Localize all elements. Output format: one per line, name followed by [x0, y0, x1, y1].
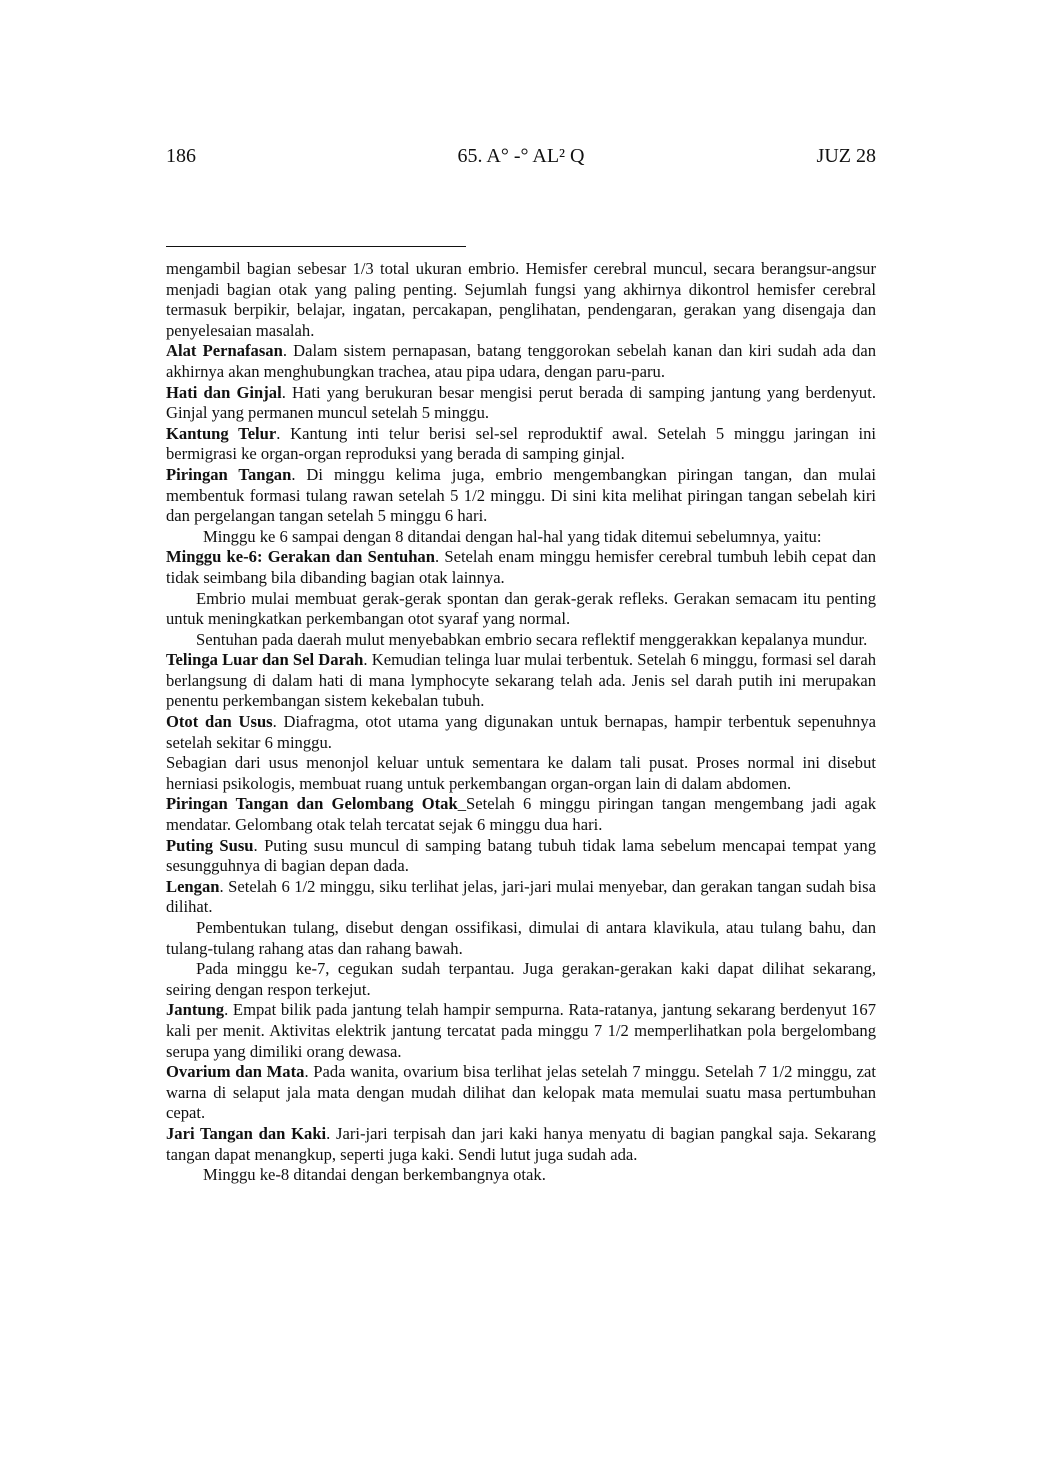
paragraph [166, 383, 876, 424]
paragraph [166, 465, 876, 527]
paragraph-text: . Dalam sistem pernapasan, batang tenggorokan sebelah kanan dan kiri sudah ada dan akhirnya akan menghubungkan trachea, atau pipa udara, dengan paru-paru. [166, 341, 876, 381]
paragraph-heading: Jari Tangan dan Kaki [166, 1123, 327, 1143]
paragraph-text: . Setelah enam minggu hemisfer cerebral tumbuh lebih cepat dan tidak seimbang bila dibanding bagian otak lainnya. [166, 547, 876, 587]
paragraph-text: . Kemudian telinga luar mulai terbentuk. Setelah 6 minggu, formasi sel darah berlangsung di dalam hati di mana lymphocyte sekarang telah ada. Jenis sel darah putih ini merupakan penentu perkembangan sistem kekebalan tubuh. [166, 650, 876, 711]
paragraph-heading: Otot dan Usus [166, 712, 273, 732]
paragraph [166, 918, 876, 959]
paragraph-heading: Jantung [166, 1000, 225, 1020]
paragraph-heading: Lengan [166, 876, 220, 896]
footnote-rule [166, 246, 466, 247]
paragraph [166, 1165, 876, 1186]
paragraph-text: Sentuhan pada daerah mulut menyebabkan embrio secara reflektif menggerakkan kepalanya mundur. [196, 629, 868, 649]
paragraph [166, 1124, 876, 1165]
paragraph-text: . Jari-jari terpisah dan jari kaki hanya menyatu di bagian pangkal saja. Sekarang tangan dapat menangkup, seperti juga kaki. Sendi lutut juga sudah ada. [166, 1123, 877, 1164]
paragraph-heading: Kantung Telur [166, 423, 277, 443]
paragraph [166, 794, 876, 835]
paragraph [166, 589, 876, 630]
paragraph-text: Embrio mulai membuat gerak-gerak spontan dan gerak-gerak refleks. Gerakan semacam itu penting untuk meningkatkan perkembangan otot syaraf yang normal. [166, 588, 876, 629]
paragraph [166, 959, 876, 1000]
paragraph [166, 1000, 876, 1062]
paragraph-text: Minggu ke 6 sampai dengan 8 ditandai dengan hal-hal yang tidak ditemui sebelumnya, yaitu: [203, 526, 822, 546]
paragraph [166, 424, 876, 465]
paragraph-text: . Diafragma, otot utama yang digunakan untuk bernapas, hampir terbentuk sepenuhnya setelah sekitar 6 minggu. [166, 712, 876, 752]
page-header [166, 145, 876, 173]
paragraph [166, 753, 876, 794]
paragraph [166, 341, 876, 382]
paragraph-text: . Di minggu kelima juga, embrio mengembangkan piringan tangan, dan mulai membentuk formasi tulang rawan setelah 5 1/2 minggu. Di sini kita melihat piringan tangan sebelah kiri dan pergelangan tangan setelah 5 minggu 6 hari. [166, 464, 876, 526]
paragraph-text: . Pada wanita, ovarium bisa terlihat jelas setelah 7 minggu. Setelah 7 1/2 minggu, zat warna di selaput jala mata dengan mudah dilihat dan kelopak mata memulai suatu masa pertumbuhan cepat. [166, 1062, 876, 1123]
juz-label: JUZ 28 [816, 145, 876, 167]
page-number: 186 [166, 145, 196, 167]
paragraph-text: Pembentukan tulang, disebut dengan ossifikasi, dimulai di antara klavikula, atau tulang bahu, dan tulang-tulang rahang atas dan rahang bawah. [166, 918, 876, 958]
paragraph-heading: Minggu ke-6: Gerakan dan Sentuhan [166, 547, 435, 567]
paragraph [166, 712, 876, 753]
paragraph-text: mengambil bagian sebesar 1/3 total ukuran embrio. Hemisfer cerebral muncul, secara berangsur-angsur menjadi bagian otak yang paling penting. Sejumlah fungsi yang akhirnya dikontrol hemisfer cerebral termasuk berpikir, belajar, ingatan, percakapan, penglihatan, pendengaran, gerakan yang disengaja dan penyelesaian masalah. [166, 259, 876, 340]
paragraph-text: Minggu ke-8 ditandai dengan berkembangnya otak. [203, 1165, 546, 1185]
paragraph-text: Sebagian dari usus menonjol keluar untuk sementara ke dalam tali pusat. Proses normal ini disebut herniasi psikologis, membuat ruang untuk perkembangan organ-organ lain di dalam abdomen. [166, 753, 876, 793]
paragraph-heading: Piringan Tangan dan Gelombang Otak [166, 794, 458, 814]
paragraph-heading: Puting Susu [166, 835, 254, 855]
paragraph-text: . Puting susu muncul di samping batang tubuh tidak lama sebelum mencapai tempat yang sesungguhnya di bagian depan dada. [166, 835, 876, 876]
paragraph-text: Pada minggu ke-7, cegukan sudah terpantau. Juga gerakan-gerakan kaki dapat dilihat sekarang, seiring dengan respon terkejut. [166, 959, 876, 999]
paragraph-heading: Hati dan Ginjal [166, 382, 282, 402]
paragraph-text: _Setelah 6 minggu piringan tangan mengembang jadi agak mendatar. Gelombang otak telah tercatat sejak 6 minggu dua hari. [166, 794, 876, 835]
paragraph [166, 1062, 876, 1124]
paragraph [166, 836, 876, 877]
paragraph [166, 650, 876, 712]
body-text [166, 259, 876, 1186]
paragraph-text: . Kantung inti telur berisi sel-sel reproduktif awal. Setelah 5 minggu jaringan ini bermigrasi ke organ-organ reproduksi yang berada di samping ginjal. [166, 423, 876, 464]
paragraph-heading: Telinga Luar dan Sel Darah [166, 650, 364, 670]
paragraph-heading: Piringan Tangan [166, 464, 292, 484]
running-title: 65. A° -° AL² Q [457, 145, 585, 167]
paragraph-heading: Ovarium dan Mata [166, 1062, 305, 1082]
paragraph [166, 259, 876, 341]
paragraph-text: . Setelah 6 1/2 minggu, siku terlihat jelas, jari-jari mulai menyebar, dan gerakan tangan sudah bisa dilihat. [166, 876, 876, 917]
paragraph [166, 547, 876, 588]
paragraph [166, 630, 876, 651]
paragraph [166, 877, 876, 918]
paragraph-heading: Alat Pernafasan [166, 341, 283, 361]
paragraph-text: . Hati yang berukuran besar mengisi perut berada di samping jantung yang berdenyut. Ginjal yang permanen muncul setelah 5 minggu. [166, 382, 876, 423]
paragraph [166, 527, 876, 548]
paragraph-text: . Empat bilik pada jantung telah hampir sempurna. Rata-ratanya, jantung sekarang berdenyut 167 kali per menit. Aktivitas elektrik jantung tercatat pada minggu 7 1/2 memperlihatkan pola bergelombang serupa yang dimiliki orang dewasa. [166, 1000, 876, 1061]
